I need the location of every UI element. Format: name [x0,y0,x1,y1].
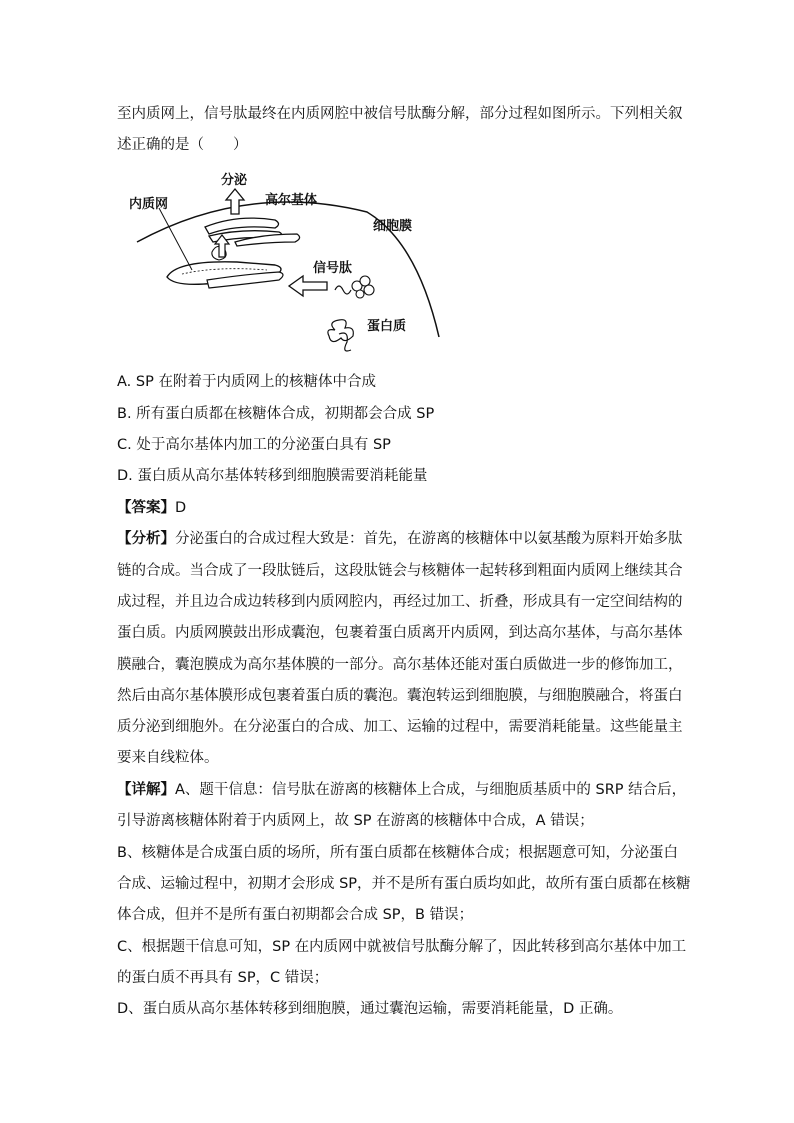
ribosome-cluster [352,276,374,298]
label-golgi: 高尔基体 [265,193,318,208]
detail-text: A、题干信息：信号肽在游离的核糖体上合成，与细胞质基质中的 SRP 结合后， [175,782,687,798]
label-protein: 蛋白质 [367,319,407,334]
option-d: D. 蛋白质从高尔基体转移到细胞膜需要消耗能量 [117,468,428,484]
option-a: A. SP 在附着于内质网上的核糖体中合成 [117,374,376,390]
option-b: B. 所有蛋白质都在核糖体合成，初期都会合成 SP [117,406,435,422]
label-signal-peptide: 信号肽 [313,261,353,276]
left-arrow-signal-peptide [289,276,327,296]
detail-line-2: 引导游离核糖体附着于内质网上，故 SP 在游离的核糖体中合成，A 错误； [117,813,594,829]
answer-label: 【答案】 [117,500,175,516]
detail-line-1 [117,780,686,800]
up-arrow-secretion [226,189,244,214]
detail-line-8: D、蛋白质从高尔基体转移到细胞膜，通过囊泡运输，需要消耗能量，D 正确。 [117,1001,623,1017]
analysis-text: 分泌蛋白的合成过程大致是：首先，在游离的核糖体中以氨基酸为原料开始多肽 [175,531,683,547]
label-er: 内质网 [129,197,169,212]
analysis-line-4: 蛋白质。内质网膜鼓出形成囊泡，包裹着蛋白质离开内质网，到达高尔基体，与高尔基体 [117,625,683,641]
detail-label: 【详解】 [117,782,175,798]
analysis-line-1 [117,529,683,549]
analysis-line-5: 膜融合，囊泡膜成为高尔基体膜的一部分。高尔基体还能对蛋白质做进一步的修饰加工， [117,657,683,673]
option-c: C. 处于高尔基体内加工的分泌蛋白具有 SP [117,437,391,453]
detail-line-4: 合成、运输过程中，初期才会形成 SP，并不是所有蛋白质均如此，故所有蛋白质都在核糖 [117,876,691,892]
question-stem-line-2: 述正确的是（ ） [117,137,248,153]
detail-line-3: B、核糖体是合成蛋白质的场所，所有蛋白质都在核糖体合成；根据题意可知，分泌蛋白 [117,845,678,861]
label-cell-membrane: 细胞膜 [373,219,413,234]
analysis-line-6: 然后由高尔基体膜形成包裹着蛋白质的囊泡。囊泡转运到细胞膜，与细胞膜融合，将蛋白 [117,688,683,704]
analysis-line-3: 成过程，并且边合成边转移到内质网腔内，再经过加工、折叠，形成具有一定空间结构的 [117,594,683,610]
question-stem-line-1: 至内质网上，信号肽最终在内质网腔中被信号肽酶分解，部分过程如图所示。下列相关叙 [117,106,683,122]
signal-peptide-squiggle [335,286,351,294]
er-pointer-line [159,208,192,270]
detail-line-7: 的蛋白质不再具有 SP，C 错误； [117,970,329,986]
answer-value: D [175,500,187,516]
analysis-label: 【分析】 [117,531,175,547]
answer-line [117,498,186,518]
analysis-line-8: 要来自线粒体。 [117,750,219,766]
label-secretion: 分泌 [221,173,248,188]
protein-tangle [328,320,353,351]
protein-secretion-diagram [117,162,447,362]
detail-line-5: 体合成，但并不是所有蛋白初期都会合成 SP，B 错误； [117,907,474,923]
analysis-line-7: 质分泌到细胞外。在分泌蛋白的合成、加工、运输的过程中，需要消耗能量。这些能量主 [117,719,683,735]
detail-line-6: C、根据题干信息可知，SP 在内质网中就被信号肽酶分解了，因此转移到高尔基体中加工 [117,939,687,955]
analysis-line-2: 链的合成。当合成了一段肽链后，这段肽链会与核糖体一起转移到粗面内质网上继续其合 [117,563,683,579]
